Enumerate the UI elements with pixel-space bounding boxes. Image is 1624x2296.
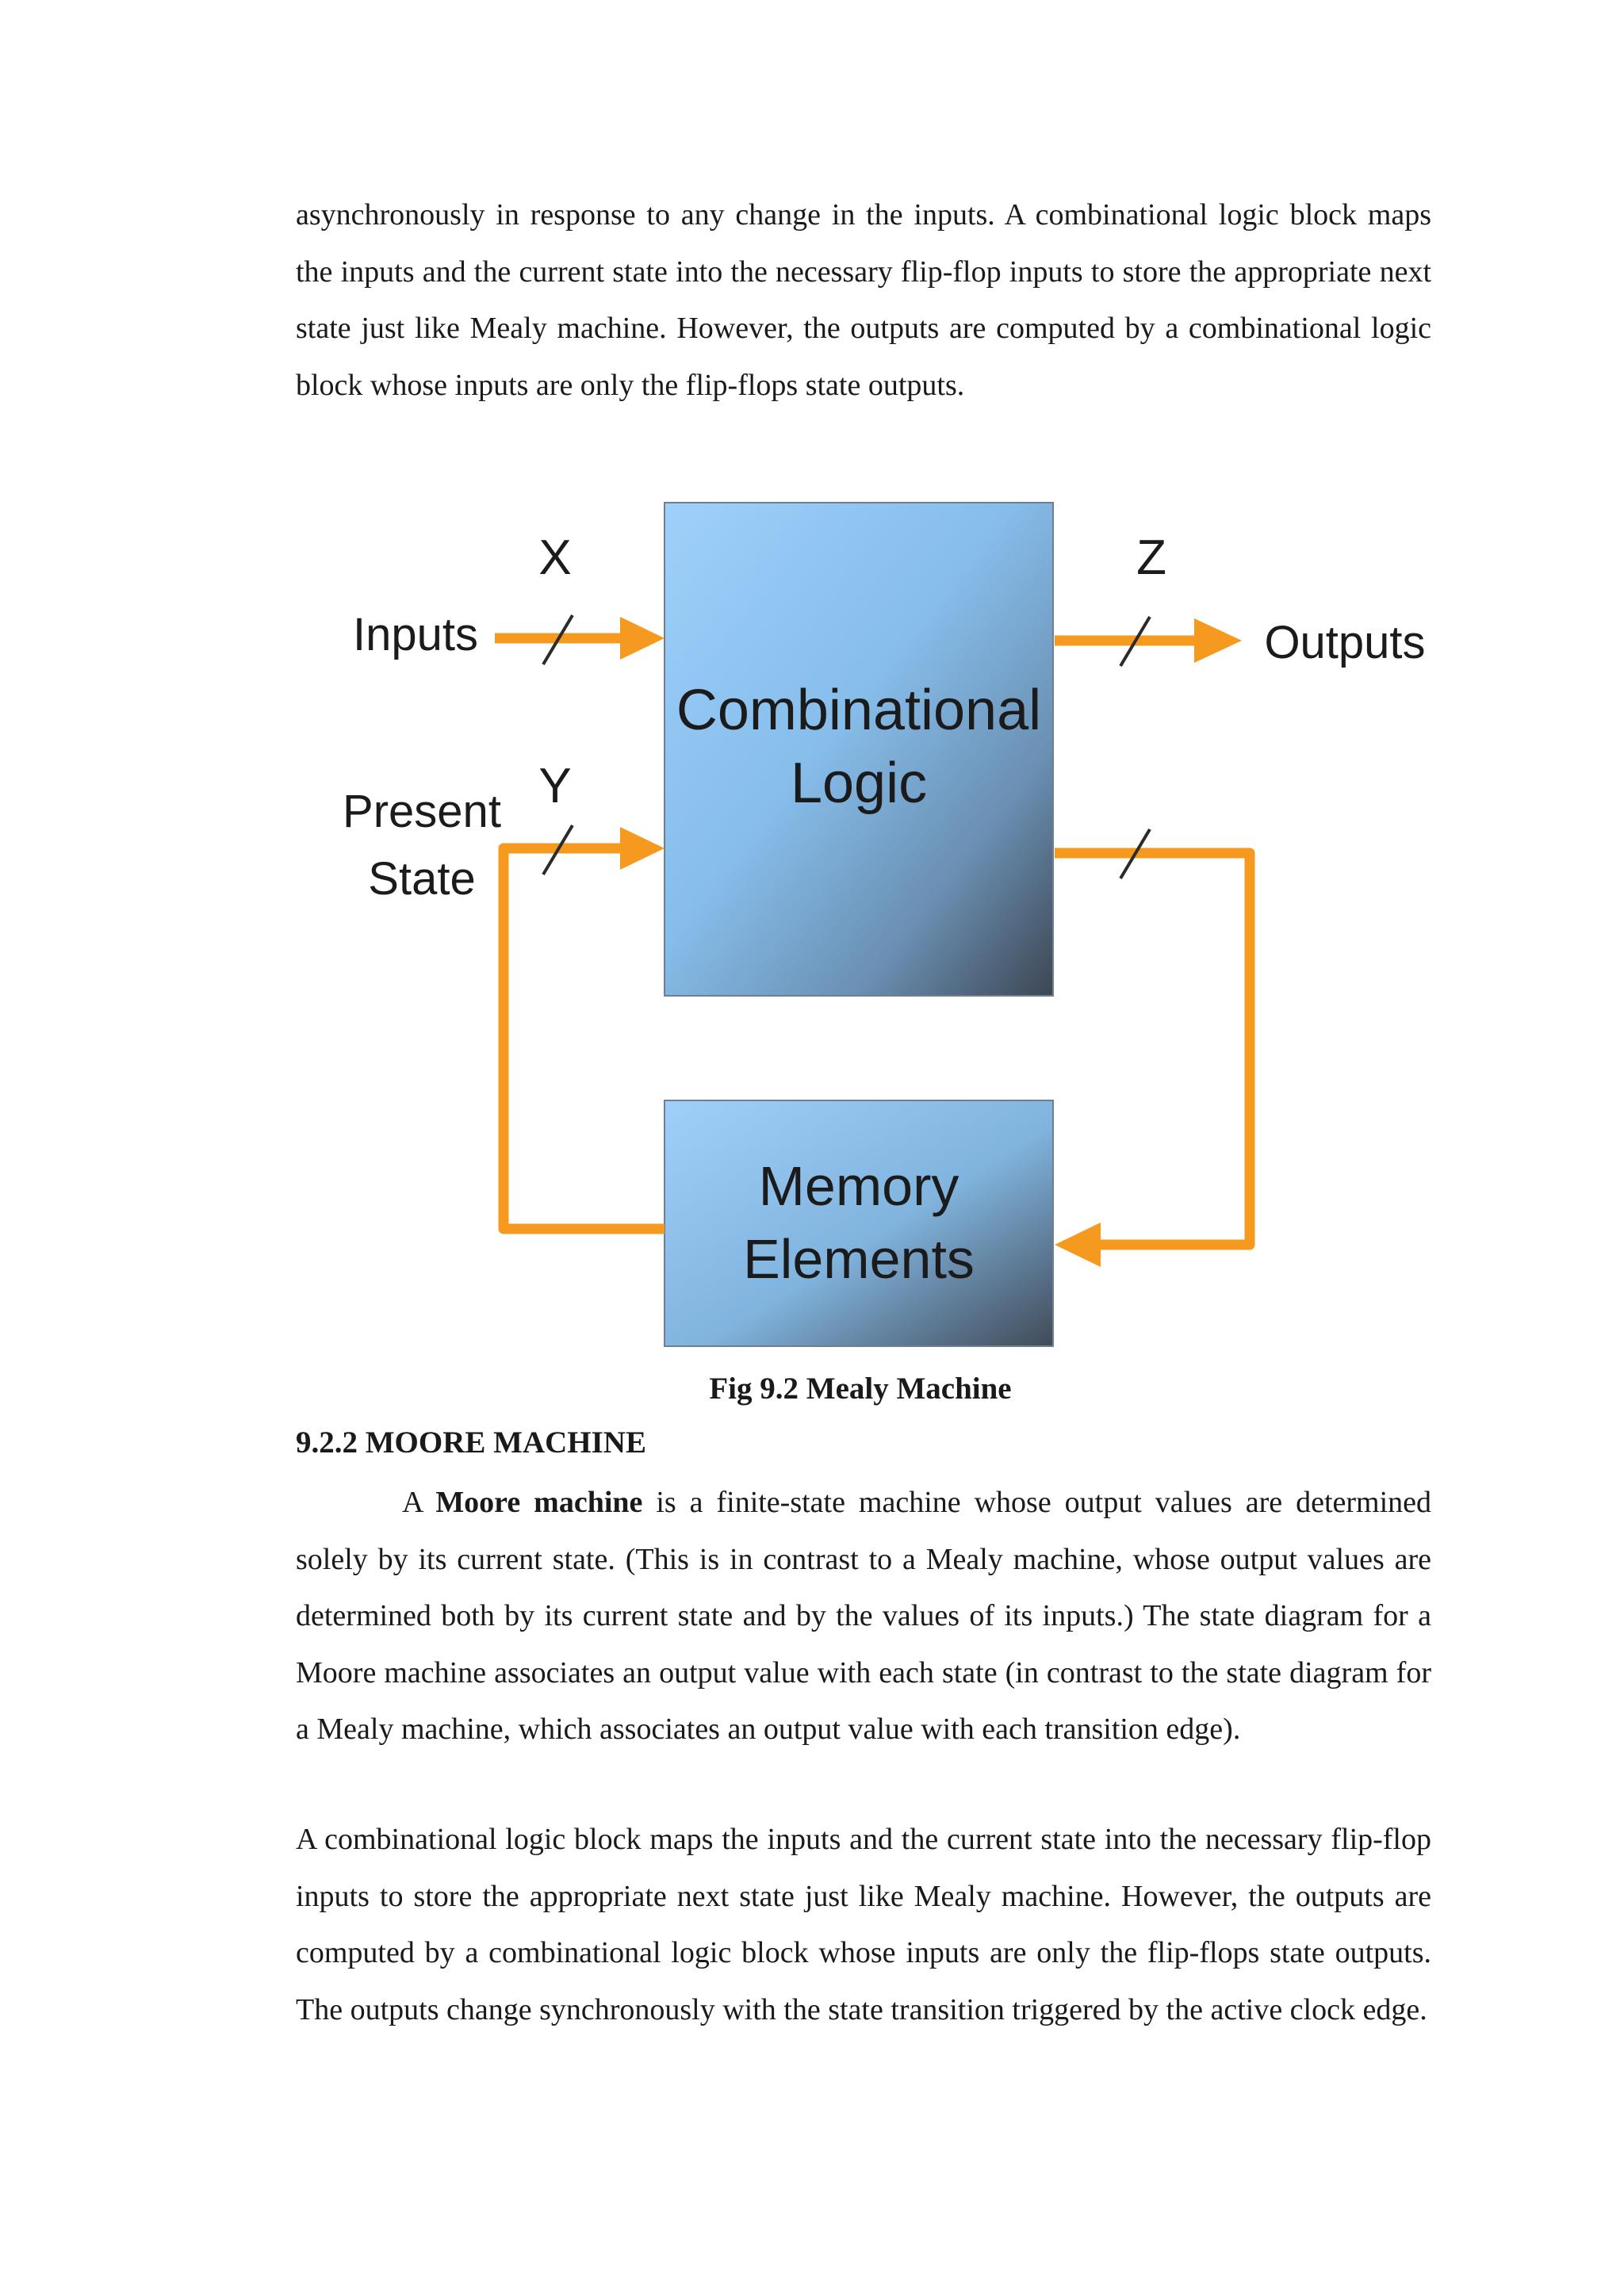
feedback-path-right — [1055, 853, 1250, 1245]
label-x: X — [538, 530, 572, 585]
label-y: Y — [538, 759, 572, 813]
combinational-logic-label-1: Combinational — [676, 679, 1042, 742]
label-z: Z — [1136, 530, 1166, 585]
label-state: State — [368, 853, 476, 905]
paragraph-combinational: A combinational logic block maps the inputs and the current state into the necessary flip-flop inputs to store the appropriate next state just like Mealy machine. However, the outputs are computed by a combinational logic block whose inputs are only the flip-flops state outputs. The outputs change synchronously with the state transition triggered by the active clock edge. — [296, 1823, 1431, 2026]
memory-elements-label-2: Elements — [743, 1228, 975, 1290]
memory-elements-box — [665, 1100, 1053, 1346]
combinational-logic-box — [665, 503, 1053, 996]
figure-caption: Fig 9.2 Mealy Machine — [709, 1372, 1012, 1406]
outputs-arrowhead — [1194, 618, 1242, 663]
moore-lead: A — [402, 1486, 436, 1519]
paragraph-moore-definition — [296, 1475, 1431, 1758]
label-outputs: Outputs — [1264, 617, 1426, 668]
feedback-path-left — [504, 848, 665, 1229]
section-heading: 9.2.2 MOORE MACHINE — [296, 1425, 646, 1460]
label-present: Present — [343, 786, 501, 837]
inputs-arrowhead — [620, 617, 665, 660]
label-inputs: Inputs — [353, 609, 478, 660]
present-state-arrowhead — [620, 827, 665, 870]
moore-rest: is a finite-state machine whose output values are determined solely by its current state. (This is in contrast to a Mealy machine, whose output values are determined both by its current state and by the values of its inputs.) The state diagram for a Moore machine associates an output value with each state (in contrast to the state diagram for a Mealy machine, which associates an output value with each transition edge). — [296, 1486, 1432, 1746]
paragraph-intro: asynchronously in response to any change in the inputs. A combinational logic block maps the inputs and the current state into the necessary flip-flop inputs to store the appropriate next state just like Mealy machine. However, the outputs are computed by a combinational logic block whose inputs are only the flip-flops state outputs. — [296, 198, 1431, 402]
combinational-logic-label-2: Logic — [790, 752, 928, 815]
memory-elements-label-1: Memory — [758, 1155, 959, 1217]
memory-arrowhead — [1055, 1223, 1101, 1267]
moore-term: Moore machine — [435, 1486, 643, 1519]
